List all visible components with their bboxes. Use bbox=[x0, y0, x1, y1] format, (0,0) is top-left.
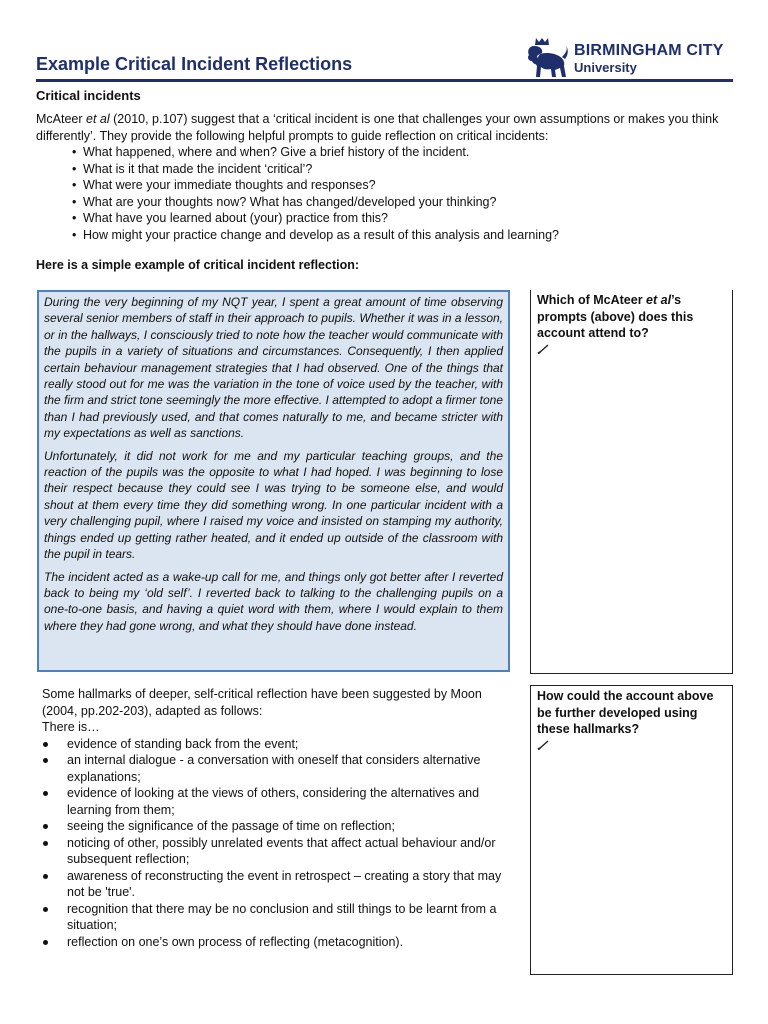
logo-text-line1: BIRMINGHAM CITY bbox=[574, 42, 724, 59]
example-heading: Here is a simple example of critical incident reflection: bbox=[36, 258, 360, 272]
pen-icon[interactable] bbox=[537, 344, 551, 354]
hallmark-item: reflection on one’s own process of reflecting (metacognition). bbox=[42, 934, 522, 951]
hallmark-item: awareness of reconstructing the event in retrospect – creating a story that may not be 'true'. bbox=[42, 868, 522, 901]
pen-icon[interactable] bbox=[537, 740, 551, 750]
lion-logo-icon bbox=[522, 37, 570, 79]
question2-text: How could the account above be further developed using these hallmarks? bbox=[537, 689, 714, 736]
hallmark-item: an internal dialogue - a conversation with oneself that considers alternative explanations; bbox=[42, 752, 522, 785]
prompt-item: • What have you learned about (your) practice from this? bbox=[72, 210, 722, 227]
there-is-label: There is… bbox=[42, 720, 100, 734]
header-divider bbox=[36, 79, 733, 82]
question-box-prompts[interactable] bbox=[530, 290, 733, 674]
prompt-list bbox=[72, 144, 722, 243]
question1-part: ’s prompts (above) does this account attend to? bbox=[537, 293, 694, 340]
prompt-item: • What is it that made the incident ‘critical’? bbox=[72, 161, 722, 178]
example-paragraph: During the very beginning of my NQT year, I spent a great amount of time observing several senior members of staff in their approach to pupils. Whether it was in a lesson, or in the hallways, I consciously tried to note how the teacher would communicate with the pupils in a variety of situations and circumstances. Consequently, I then applied certain behaviour management strategies that I had observed. One of the things that really stood out for me was the variation in the tone of voice used by the teacher, with the firm and strict tone seemingly the more effective. I attempted to adopt a firmer tone than I had previously used, and that comes naturally to me, and became stricter with my expectations as well as sanctions. bbox=[44, 295, 503, 441]
intro-paragraph bbox=[36, 111, 736, 144]
question1-part: Which of McAteer bbox=[537, 293, 647, 307]
intro-author: McAteer bbox=[36, 112, 83, 126]
prompt-item: • What are your thoughts now? What has changed/developed your thinking? bbox=[72, 194, 722, 211]
example-paragraph: The incident acted as a wake-up call for me, and things only got better after I reverted back to being my ‘old self’. I reverted back to talking to the challenging pupils on a one-to-one basis, and having a quiet word with them, where I would explain to them where they had gone wrong, and what they should have done instead. bbox=[44, 569, 503, 633]
university-logo bbox=[522, 37, 732, 81]
example-reflection-box bbox=[37, 290, 510, 672]
intro-text: (2010, p.107) suggest that a ‘critical incident is one that challenges your own assumptions or makes you think differently’. They provide the following helpful prompts to guide reflection on critical incidents: bbox=[36, 112, 719, 143]
hallmark-item: noticing of other, possibly unrelated events that affect actual behaviour and/or subsequent reflection; bbox=[42, 835, 522, 868]
prompt-item: • What happened, where and when? Give a brief history of the incident. bbox=[72, 144, 722, 161]
hallmarks-list bbox=[42, 736, 522, 951]
example-paragraph: Unfortunately, it did not work for me and my particular teaching groups, and the reaction of the pupils was the opposite to what I had hoped. I was beginning to lose their respect because they could see I was trying to be someone else, and would shout at them every time they did something wrong. In one particular incident with a very challenging pupil, where I raised my voice and insisted on stamping my authority, things ended up getting rather heated, and it ended up outside of the classroom with the pupil in tears. bbox=[44, 448, 503, 562]
hallmark-item: evidence of looking at the views of others, considering the alternatives and learning from them; bbox=[42, 785, 522, 818]
logo-text-line2: University bbox=[574, 60, 637, 75]
hallmark-item: recognition that there may be no conclusion and still things to be learnt from a situation; bbox=[42, 901, 522, 934]
hallmarks-intro-line: Some hallmarks of deeper, self-critical reflection have been suggested by Moon bbox=[42, 687, 482, 701]
section-heading: Critical incidents bbox=[36, 88, 141, 103]
prompt-item: • What were your immediate thoughts and responses? bbox=[72, 177, 722, 194]
hallmarks-intro bbox=[42, 686, 522, 719]
intro-et-al: et al bbox=[86, 112, 110, 126]
prompt-item: • How might your practice change and develop as a result of this analysis and learning? bbox=[72, 227, 722, 244]
question-box-hallmarks[interactable] bbox=[530, 685, 733, 975]
page-title: Example Critical Incident Reflections bbox=[36, 54, 353, 74]
hallmarks-intro-line: (2004, pp.202-203), adapted as follows: bbox=[42, 703, 263, 718]
question1-et-al: et al bbox=[646, 293, 672, 307]
hallmark-item: evidence of standing back from the event; bbox=[42, 736, 522, 753]
hallmark-item: seeing the significance of the passage of time on reflection; bbox=[42, 818, 522, 835]
question1-text bbox=[537, 293, 693, 340]
hallmarks-section bbox=[42, 686, 522, 950]
